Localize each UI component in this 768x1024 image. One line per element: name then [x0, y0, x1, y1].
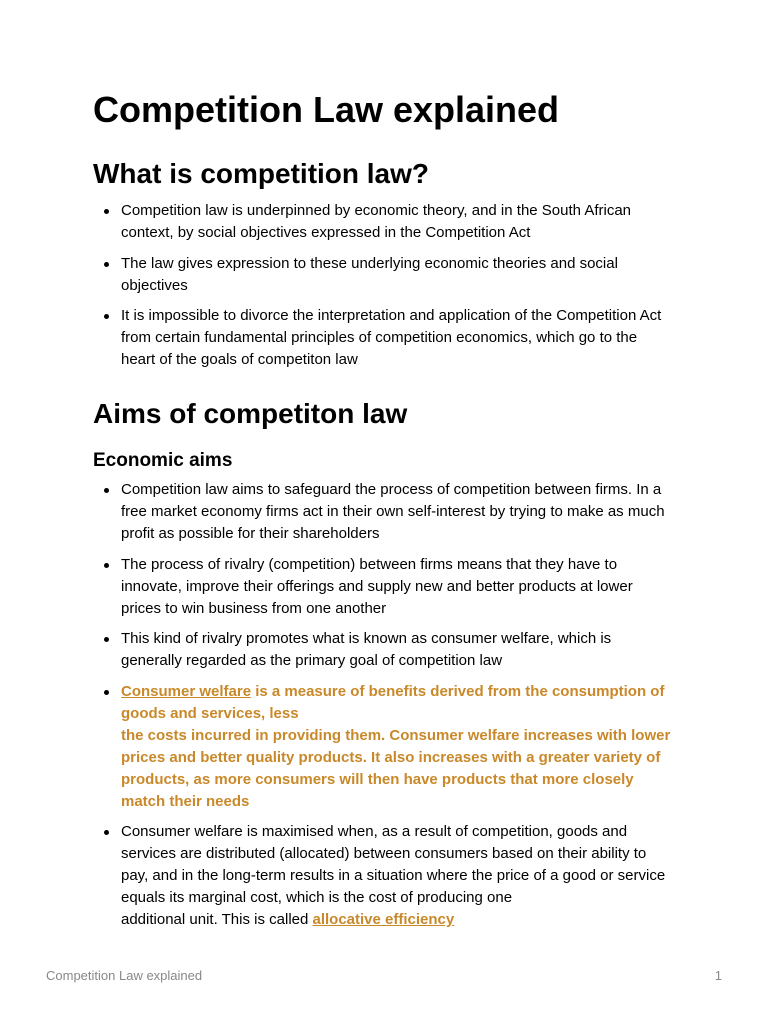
- section1-bullet-list: [93, 200, 671, 380]
- list-item: The law gives expression to these underlying economic theories and social objectives: [93, 253, 671, 297]
- list-item: This kind of rivalry promotes what is known as consumer welfare, which is generally regarded as the primary goal of competition law: [93, 628, 671, 672]
- document-title: Competition Law explained: [93, 89, 560, 130]
- subheading-economic-aims: Economic aims: [93, 450, 233, 471]
- allocative-efficiency-link[interactable]: allocative efficiency: [312, 911, 455, 928]
- highlight-text-line2: the costs incurred in providing them. Consumer welfare increases with lower prices and better quality products. It also increases with a greater variety of products, as more consumers will then have products that more closely match their needs: [121, 726, 671, 810]
- last-bullet-text-part1: Consumer welfare is maximised when, as a result of competition, goods and services are distributed (allocated) between consumers based on their ability to pay, and in the long-term results in a situation where the price of a good or service equals its marginal cost, which is the cost of producing one: [121, 823, 666, 906]
- section-heading-aims: Aims of competiton law: [93, 398, 408, 429]
- list-item: The process of rivalry (competition) between firms means that they have to innovate, improve their offerings and supply new and better products at lower prices to win business from one another: [93, 554, 671, 620]
- list-item: It is impossible to divorce the interpretation and application of the Competition Act from certain fundamental principles of competition economics, which go to the heart of the goals of competiton law: [93, 305, 671, 371]
- list-item: [93, 821, 671, 931]
- list-item: Competition law aims to safeguard the process of competition between firms. In a free market economy firms act in their own self-interest by trying to make as much profit as possible for their shareholders: [93, 479, 671, 545]
- page-number: 1: [714, 968, 722, 983]
- section-heading-what-is: What is competition law?: [93, 158, 430, 189]
- section2-bullet-list: [93, 479, 671, 940]
- highlight-text-line1: is a measure of benefits derived from the consumption of goods and services, less: [121, 682, 665, 722]
- list-item: Competition law is underpinned by economic theory, and in the South African context, by social objectives expressed in the Competition Act: [93, 200, 671, 244]
- highlight-list-item: [93, 681, 671, 813]
- consumer-welfare-link[interactable]: Consumer welfare: [121, 682, 252, 700]
- footer-title: Competition Law explained: [46, 968, 203, 983]
- last-bullet-text-part2: additional unit. This is called: [121, 911, 313, 928]
